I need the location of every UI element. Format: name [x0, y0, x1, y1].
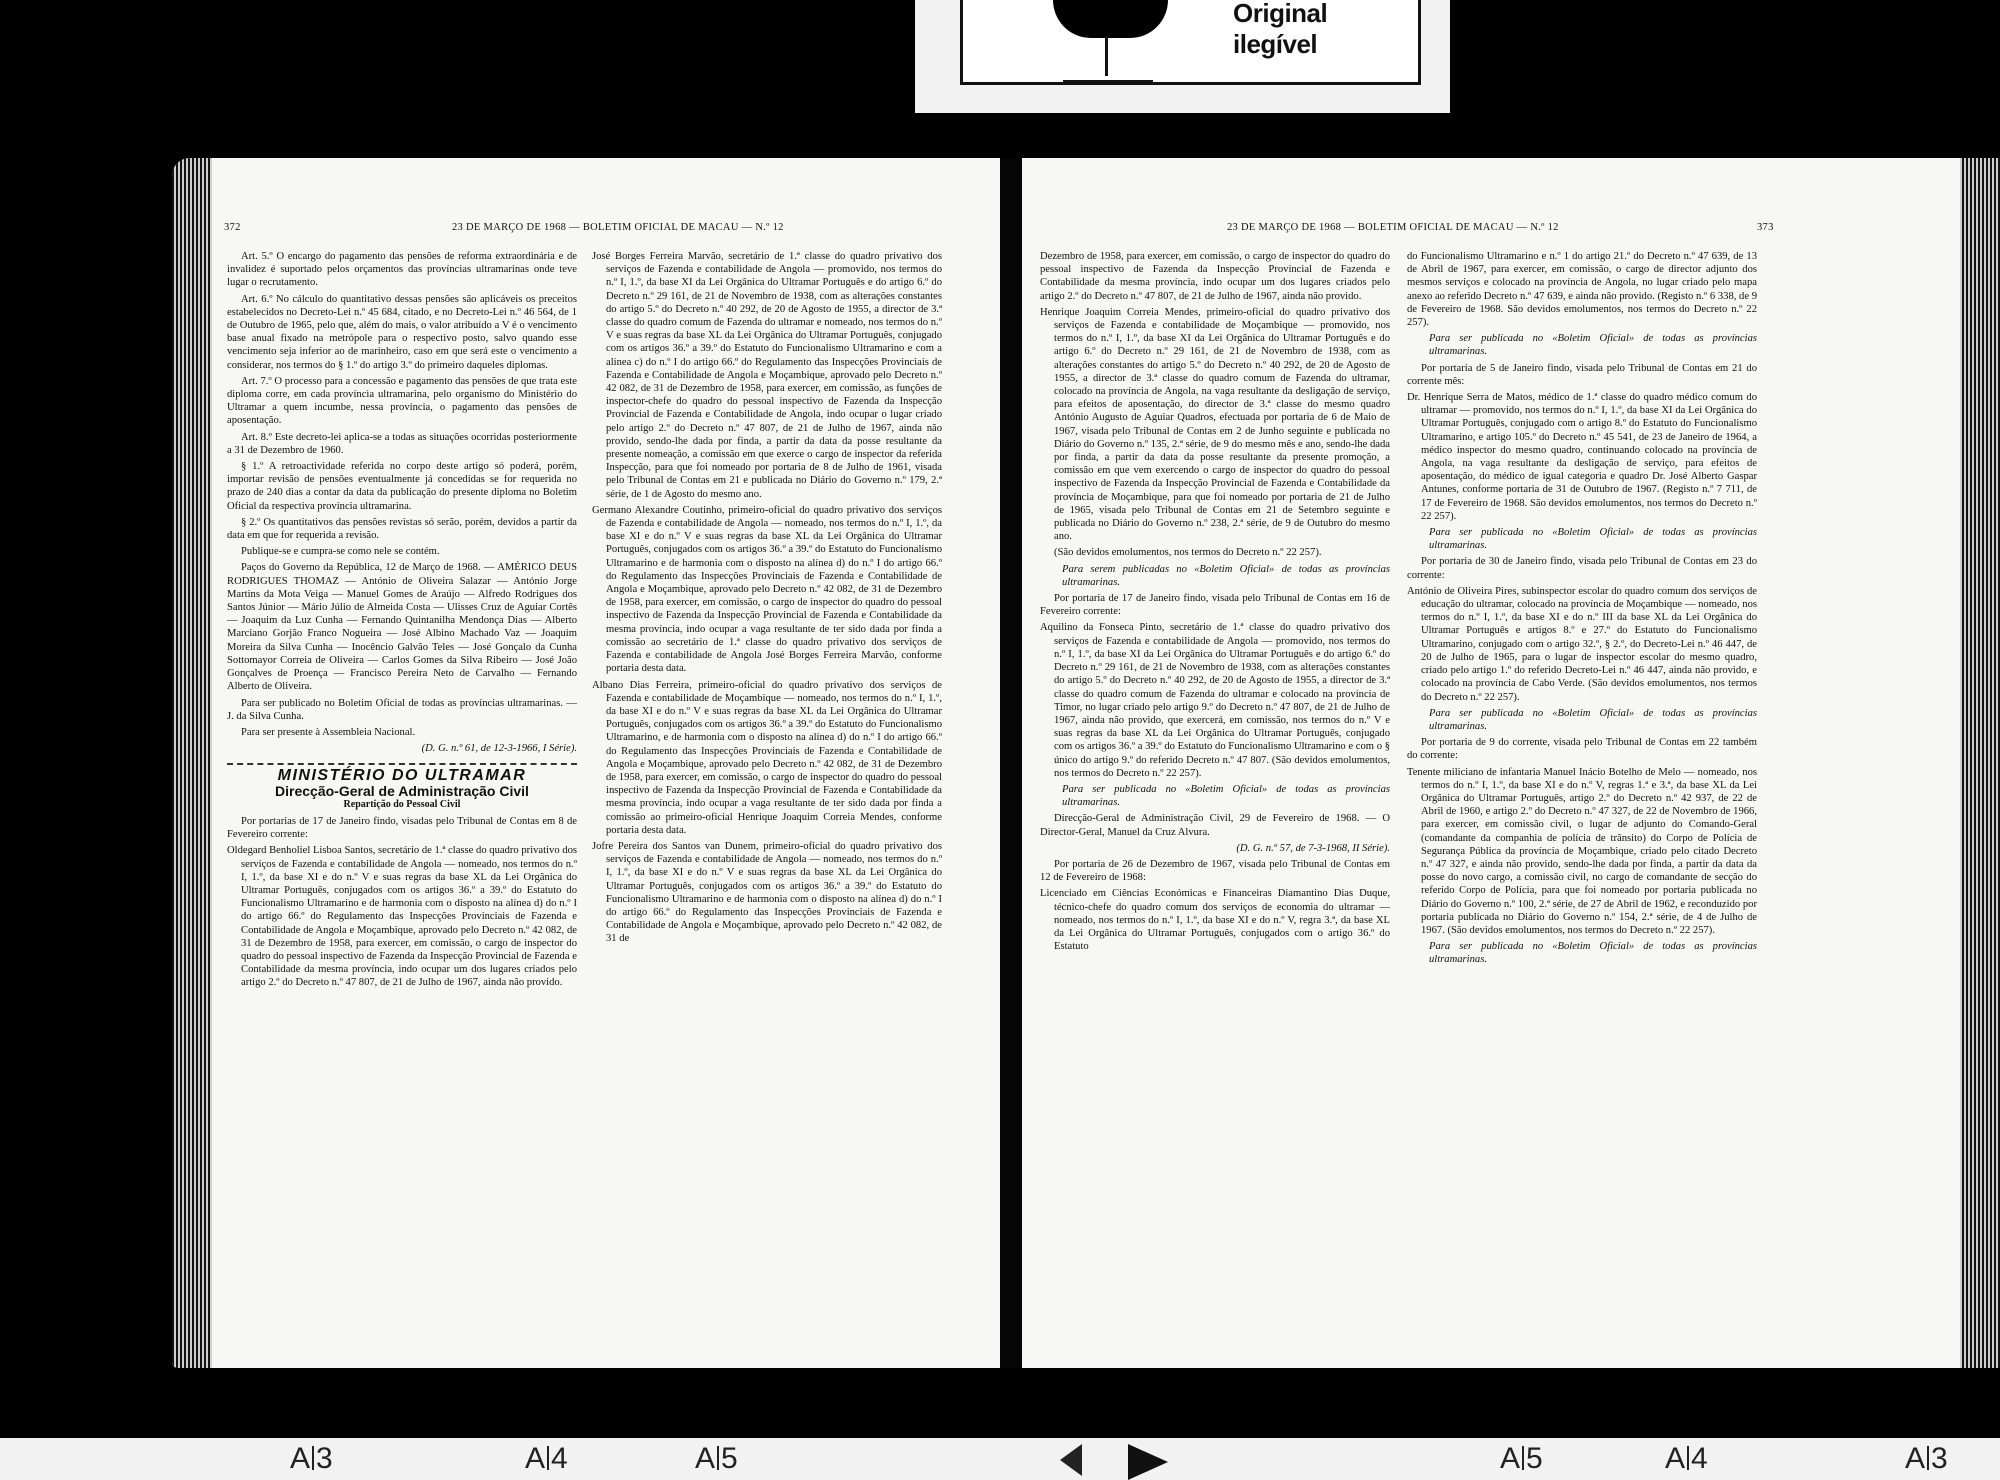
para-ser-presente: Para ser presente à Assembleia Nacional. — [241, 726, 416, 738]
para-ser-publicada: Para ser publicada no «Boletim Oficial» de todas as províncias ultramarinas. — [1062, 783, 1390, 809]
continuation-text: Dezembro de 1958, para exercer, em comissão, o cargo de inspector do quadro do pessoal inspectivo de Fazenda da Inspecção Provincial de Fazenda e Contabilidade da mesma província, indo ocupar um dos lugares criados pelo artigo 2.º do Decreto n.º 47 807, de 21 de Julho de 1967, ainda não provido. — [1040, 251, 1390, 302]
signatories: Paços do Governo da República, 12 de Março de 1968. — AMÉRICO DEUS RODRIGUES THOMAZ — António de Oliveira Salazar — António Jorge Martins da Mota Veiga — Manuel Gomes de Araújo — Alfredo Rodrigues dos Santos Júnior — Mário Júlio de Almeida Costa — Ulisses Cruz de Aguiar Cortês — Joaquim da Luz Cunha — Fernando Quintanilha Mendonça Dias — Alberto Marciano Gorjão Franco Nogueira — José Albino Machado Vaz — Joaquim Moreira da Silva Cunha — Inocêncio Galvão Teles — José Gonçalo da Cunha Sottomayor Correia de Oliveira — Carlos Gomes da Silva Ribeiro — José João Gonçalves de Proença — Francisco Pereira Neto de Carvalho — Fernando Alberto de Oliveira. — [227, 562, 577, 693]
ministry-heading: MINISTÉRIO DO ULTRAMAR — [277, 767, 527, 785]
left-column-2 — [592, 250, 942, 949]
left-page-edge — [172, 158, 212, 1368]
right-page-number: 373 — [1757, 222, 1774, 233]
right-page-edge — [1960, 158, 2000, 1368]
right-column-1 — [1040, 250, 1390, 956]
book-gutter — [1000, 158, 1024, 1368]
art-5: Art. 5.º O encargo do pagamento das pensões de reforma extraordinária e de invalidez é suportado pelos orçamentos das províncias ultramarinas onde teve lugar o recrutamento. — [227, 251, 577, 289]
dg-reference-right: (D. G. n.º 57, de 7-3-1968, II Série). — [1236, 842, 1390, 854]
right-page — [1022, 158, 2000, 1368]
art-7: Art. 7.º O processo para a concessão e pagamento das pensões de que trata este diploma corre, em cada província ultramarina, pelo organismo do Ministério do Ultramar a quem incumbe, nessa província, o pagamento das pensões de aposentação. — [227, 375, 577, 427]
albano-entry: Albano Dias Ferreira, primeiro-oficial do quadro privativo dos serviços de Fazenda e contabilidade de Moçambique — nomeado, nos termos do n.º I, 1.º, da base XI e do n.º V e suas regras da base XL da Lei Orgânica do Ultramar Português, conjugados com os artigos 36.º a 39.º do Estatuto do Funcionalismo Ultramarino, e de harmonia com o disposto na alínea d) do n.º I do artigo 66.º do Regulamento das Inspecções Provinciais de Fazenda e Contabilidade de Angola e Moçambique, aprovado pelo Decreto n.º 42 082, de 31 de Dezembro de 1958, para exercer, em comissão, o cargo de inspector do quadro do pessoal inspectivo de Fazenda da Inspecção Provincial de Fazenda e Contabilidade da mesma província, indo ocupar a vaga resultante de ter sido dada por finda a comissão ao primeiro-oficial Henrique Joaquim Correia Mendes, conforme portaria desta data. — [592, 679, 942, 836]
right-arrow-icon — [1128, 1444, 1168, 1480]
left-page-number: 372 — [224, 222, 241, 233]
henrique-entry: Henrique Joaquim Correia Mendes, primeiro-oficial do quadro privativo dos serviços de Fazenda e contabilidade de Moçambique — promovido, nos termos do n.º I, 1.º, da base XI da Lei Orgânica do Ultramar Português e do artigo 6.º do Decreto n.º 29 161, de 21 de Novembro de 1938, com as alterações constantes do artigo 5.º do Decreto n.º 40 292, de 20 de Agosto de 1955, a director de 3.ª classe do quadro comum de Fazenda do ultramar, colocado na província de Angola, na vaga resultante da desligação de serviço, para efeitos de aposentação, do director de 3.ª classe do mesmo quadro António Augusto de Aguiar Quadros, efectuada por portaria de 6 de Maio de 1967, visada pelo Tribunal de Contas em 2 de Junho seguinte e publicada no Diário do Governo n.º 135, 2.ª série, de 9 do mesmo mês e ano, sendo-lhe dada por finda, a partir da data da posse resultante da presente promoção, a comissão em que vem exercendo o cargo de inspector do quadro do pessoal inspectivo de Fazenda da Inspecção Provincial de Fazenda e Contabilidade da província de Moçambique, para que foi nomeado por portaria de 21 de Julho de 1965, visada pelo Tribunal de Contas em 21 de Setembro seguinte e publicada no Diário do Governo n.º 238, 2.ª série, de 9 de Outubro do mesmo ano. — [1040, 306, 1390, 543]
para-ser-publicada-1: Para ser publicada no «Boletim Oficial» de todas as províncias ultramarinas. — [1429, 333, 1757, 358]
open-bulletin — [172, 158, 2000, 1368]
sao-devidos: (São devidos emolumentos, nos termos do Decreto n.º 22 257). — [1054, 547, 1322, 559]
right-page-header: 23 DE MARÇO DE 1968 — BOLETIM OFICIAL DE MACAU — N.º 12 — [1227, 222, 1559, 233]
dg-reference: (D. G. n.º 61, de 12-3-1966, I Série). — [421, 743, 577, 755]
original-ilegivel-label: Original ilegível — [1233, 0, 1328, 59]
tenente-entry: Tenente miliciano de infantaria Manuel Inácio Botelho de Melo — nomeado, nos termos do n.º I, 1.º, da base XI e do n.º V, regras 1.ª e 3.ª, da base XL da Lei Orgânica do Ultramar Português, artigo 2.º do Decreto n.º 42 937, de 22 de Abril de 1960, e artigo 2.º do Decreto n.º 47 327, de 22 de Novembro de 1966, para exercer, em comissão civil, o lugar de adjunto do Comando-Geral (comandante da companhia de polícia de trânsito) do Corpo de Polícia de Segurança Pública da província de Moçambique, criado pelo citado Decreto n.º 47 327, e ainda não provido, sendo-lhe dada por finda, a partir da data da posse do novo cargo, a comissão civil, no cargo de comandante de secção do referido Corpo de Polícia, para que foi nomeado por portaria publicada no Diário do Governo n.º 100, 2.ª série, de 27 de Abril de 1962, e reconduzido por portaria publicada no Diário do Governo n.º 154, 2.ª série, de 4 de Julho de 1967. (São devidos emolumentos, nos termos do Decreto n.º 22 257). — [1407, 766, 1757, 936]
germano-entry: Germano Alexandre Coutinho, primeiro-oficial do quadro privativo dos serviços de Fazenda e contabilidade de Angola — nomeado, nos termos do n.º I, 1.º, da base XI e do n.º V e suas regras da base XL da Lei Orgânica do Ultramar Português, conjugados com os artigos 36.º a 39.º do Estatuto do Funcionalismo Ultramarino e de harmonia com o disposto na alínea d) do n.º I do artigo 66.º do Regulamento das Inspecções Provinciais de Fazenda e Contabilidade de Angola e Moçambique, aprovado pelo Decreto n.º 42 082, de 31 de Dezembro de 1958, para exercer, em comissão, o cargo de inspector do quadro do pessoal inspectivo de Fazenda da Inspecção Provincial de Fazenda e Contabilidade da mesma província, indo ocupar a vaga resultante de ter sido dada por finda a comissão ao secretário de 1.ª classe do quadro privativo dos serviços de Fazenda e contabilidade de Angola José Borges Ferreira Marvão, conforme portaria desta data. — [592, 504, 942, 675]
publique-line: Publique-se e cumpra-se como nele se contém. — [241, 546, 440, 558]
reparticao-heading: Repartição do Pessoal Civil — [343, 798, 461, 810]
left-page — [172, 158, 1002, 1368]
portarias-intro: Por portarias de 17 de Janeiro findo, visadas pelo Tribunal de Contas em 8 de Fevereiro corrente: — [227, 815, 577, 841]
direccao-signature: Direcção-Geral de Administração Civil, 29 de Fevereiro de 1968. — O Director-Geral, Manuel da Cruz Alvura. — [1040, 813, 1390, 838]
jofre-entry: Jofre Pereira dos Santos van Dunem, primeiro-oficial do quadro privativo dos serviços de Fazenda e contabilidade de Angola — nomeado, nos termos do n.º I, 1.º, da base XI e do n.º V e suas regras da base XL da Lei Orgânica do Ultramar Português, conjugados com os artigos 36.º a 39.º do Estatuto do Funcionalismo Ultramarino e de harmonia com o disposto na alínea d) do n.º I do artigo 66.º do Regulamento das Inspecções Provinciais de Fazenda e Contabilidade de Angola e Moçambique, aprovado pelo Decreto n.º 42 082, de 31 de — [592, 840, 942, 945]
portaria-30-intro: Por portaria de 30 de Janeiro findo, visada pelo Tribunal de Contas em 23 do corrente: — [1407, 556, 1757, 581]
microfilm-target-card — [915, 0, 1450, 113]
art-8: Art. 8.º Este decreto-lei aplica-se a todas as situações ocorridas posteriormente a 31 de Dezembro de 1960. — [227, 431, 577, 456]
left-column-1 — [227, 250, 577, 993]
target-frame — [960, 0, 1421, 85]
licenciado-entry: Licenciado em Ciências Económicas e Financeiras Diamantino Dias Duque, técnico-chefe do quadro comum dos serviços de economia do ultramar — nomeado, nos termos do n.º I, 1.º, da base XI e do n.º V, regra 3.ª, da base XL da Lei Orgânica do Ultramar Português, conjugados com o artigo 36.º do Estatuto — [1040, 888, 1390, 953]
portaria-5-intro: Por portaria de 5 de Janeiro findo, visada pelo Tribunal de Contas em 21 do corrente mês: — [1407, 362, 1757, 387]
jose-borges-entry: José Borges Ferreira Marvão, secretário de 1.ª classe do quadro privativo dos serviços de Fazenda e contabilidade de Angola — promovido, nos termos do n.º I, 1.º, da base XI da Lei Orgânica do Ultramar Português e do artigo 6.º do Decreto n.º 29 161, de 21 de Novembro de 1938, com as alterações constantes do artigo 5.º do Decreto n.º 40 292, de 20 de Agosto de 1955, a director de 3.ª classe do quadro comum de Fazenda do ultramar e nomeado, nos termos do n.º V e suas regras da base XL da Lei Orgânica do Ultramar Português, conjugado com os artigos 36.º a 39.º do Estatuto do Funcionalismo Ultramarino e com a alínea c) do n.º I do artigo 66.º do Regulamento das Inspecções Provinciais de Fazenda e Contabilidade de Angola e Moçambique, aprovado pelo Decreto n.º 42 082, de 31 de Dezembro de 1958, para exercer, em comissão, as funções de inspector-chefe do quadro do pessoal inspectivo de Fazenda da Inspecção Provincial de Fazenda e Contabilidade de Angola, indo ocupar o lugar criado pelo artigo 2.º do Decreto n.º 47 807, de 21 de Julho de 1967, ainda não provido, sendo-lhe dada por finda, a partir da data da posse resultante da presente nomeação, a comissão em que exerce o cargo de inspector da referida Inspecção, para que foi nomeado por portaria de 8 de Julho de 1961, visada pelo Tribunal de Contas em 21 e publicada no Diário do Governo n.º 179, 2.ª série, de 1 de Agosto do mesmo ano. — [592, 251, 942, 500]
right-column-2 — [1407, 250, 1757, 970]
direccao-heading: Direcção-Geral de Administração Civil — [275, 782, 529, 799]
paragraph-2: § 2.º Os quantitativos das pensões revistas só serão, porém, devidos a partir da data em que for requerida a revisão. — [227, 516, 577, 542]
resolution-mark-a4-right: A 4 — [1665, 1442, 1708, 1475]
left-arrow-icon — [1060, 1444, 1082, 1476]
resolution-mark-a5-left: A 5 — [695, 1442, 738, 1475]
paragraph-1: § 1.º A retroactividade referida no corpo deste artigo só poderá, porém, importar revisão de pensões eventualmente já concedidas se for requerida no prazo de 240 dias a contar da data da publicação do presente diploma no Boletim Oficial da respectiva província ultramarina. — [227, 461, 577, 512]
portaria-9-intro: Por portaria de 9 do corrente, visada pelo Tribunal de Contas em 22 também do corrente: — [1407, 737, 1757, 762]
resolution-mark-a5-right: A 5 — [1500, 1442, 1543, 1475]
para-ser-publicada-3: Para ser publicada no «Boletim Oficial» de todas as províncias ultramarinas. — [1429, 707, 1757, 732]
aquilino-entry: Aquilino da Fonseca Pinto, secretário de 1.ª classe do quadro privativo dos serviços de Fazenda e contabilidade de Angola — promovido, nos termos do n.º I, 1.º, da base XI da Lei Orgânica do Ultramar Português e do artigo 6.º do Decreto n.º 29 161, de 21 de Novembro de 1938, com as alterações constantes do artigo 5.º do Decreto n.º 40 292, de 20 de Agosto de 1955, a director de 3.ª classe do quadro comum de Fazenda do ultramar e colocado na província de Timor, no lugar criado pelo artigo 9.º do Decreto n.º 47 807, de 21 de Julho de 1967, ainda não provido, que exercerá, em comissão, nos termos do n.º V e suas regras da base XL da Lei Orgânica do Ultramar Português, conjugado com os artigos 36.º a 39.º do Estatuto do Funcionalismo Ultramarino e com o § único do artigo 9.º do referido Decreto n.º 47 807. (São devidos emolumentos, nos termos do Decreto n.º 22 257). — [1040, 622, 1390, 779]
left-page-header: 23 DE MARÇO DE 1968 — BOLETIM OFICIAL DE MACAU — N.º 12 — [452, 222, 784, 233]
art-6: Art. 6.º No cálculo do quantitativo dessas pensões são aplicáveis os preceitos estabelecidos no Decreto-Lei n.º 45 684, citado, e no Decreto-Lei n.º 46 564, de 1 de Outubro de 1965, pelo que, além do mais, o valor atribuído a V é o vencimento base anual fixado na metrópole para o respectivo posto, salvo quando esse vencimento seja inferior ao de marinheiro, caso em que será este o vencimento a considerar, nos termos do § 1.º do artigo 3.º do primeiro daqueles diplomas. — [227, 293, 577, 371]
continuation-text-2: do Funcionalismo Ultramarino e n.º 1 do artigo 21.º do Decreto n.º 47 639, de 13 de Abril de 1967, para exercer, em comissão, o cargo de director adjunto dos mesmos serviços e colocado na província de Angola, no lugar criado pelo mapa anexo ao referido Decreto n.º 47 639, e ainda não provido. (Registo n.º 6 338, de 9 de Fevereiro de 1968. São devidos emolumentos, nos termos do Decreto n.º 22 257). — [1407, 251, 1757, 329]
para-ser-publicada-2: Para ser publicada no «Boletim Oficial» de todas as províncias ultramarinas. — [1429, 527, 1757, 552]
para-ser-publicado: Para ser publicado no Boletim Oficial de todas as províncias ultramarinas. — J. da Silva Cunha. — [227, 697, 577, 722]
henrique-serra-entry: Dr. Henrique Serra de Matos, médico de 1.ª classe do quadro médico comum do ultramar — promovido, nos termos do n.º I, 1.º, da base XI da Lei Orgânica do Ultramar Português, conjugado com o artigo 8.º do Estatuto do Funcionalismo Ultramarino, e artigo 105.º do Decreto n.º 45 541, de 23 de Janeiro de 1964, a médico inspector do mesmo quadro, continuando colocado na província de Angola, na vaga resultante da desligação de serviço, para efeitos de aposentação, do médico de igual categoria e quadro Dr. José Alberto Gaspar Antunes, conforme portaria de 31 de Outubro de 1967. (Registo n.º 7 711, de 17 de Fevereiro de 1968. São devidos emolumentos, nos termos do Decreto n.º 22 257). — [1407, 392, 1757, 522]
resolution-mark-a4-left: A 4 — [525, 1442, 568, 1475]
resolution-mark-a3-left: A 3 — [290, 1442, 333, 1475]
target-blot-icon — [1053, 0, 1168, 38]
microfilm-strip — [0, 1438, 2000, 1480]
section-divider — [227, 763, 577, 765]
para-ser-publicada-4: Para ser publicada no «Boletim Oficial» de todas as províncias ultramarinas. — [1429, 941, 1757, 966]
antonio-entry: António de Oliveira Pires, subinspector escolar do quadro comum dos serviços de educação do ultramar, colocado na província de Moçambique — nomeado, nos termos do n.º I, 1.º, da base XI e do n.º III da base XL da Lei Orgânica do Ultramar Português e artigos 8.º e 27.º do Estatuto do Funcionalismo Ultramarino, conjugado com o artigo 32.º, § 2.º, do Decreto-Lei n.º 46 447, de 20 de Julho de 1965, para o lugar de inspector escolar do mesmo quadro, criado pelo artigo 1.º do referido Decreto-Lei n.º 46 447, ainda não provido, e colocado na província de Cabo Verde. (São devidos emolumentos, nos termos do Decreto n.º 22 257). — [1407, 585, 1757, 703]
resolution-mark-a3-right: A 3 — [1905, 1442, 1948, 1475]
para-serem-publicadas: Para serem publicadas no «Boletim Oficial» de todas as províncias ultramarinas. — [1062, 563, 1390, 588]
portaria-17-intro: Por portaria de 17 de Janeiro findo, visada pelo Tribunal de Contas em 16 de Fevereiro corrente: — [1040, 593, 1390, 618]
target-book-icon — [1063, 44, 1153, 83]
oldegard-entry: Oldegard Benholiel Lisboa Santos, secretário de 1.ª classe do quadro privativo dos serviços de Fazenda e contabilidade de Angola — nomeado, nos termos do n.º I, 1.º, da base XI e do n.º V e suas regras da base XL da Lei Orgânica do Ultramar Português, conjugados com os artigos 36.º a 39.º do Estatuto do Funcionalismo Ultramarino e de harmonia com o disposto na alínea d) do n.º I do artigo 66.º do Regulamento das Inspecções Provinciais de Fazenda e Contabilidade de Angola e Moçambique, aprovado pelo Decreto n.º 42 082, de 31 de Dezembro de 1958, para exercer, em comissão, o cargo de inspector do quadro do pessoal inspectivo de Fazenda da Inspecção Provincial de Fazenda e Contabilidade da mesma província, indo ocupar um dos lugares criados pelo artigo 2.º do Decreto n.º 47 807, de 21 de Julho de 1967, ainda não provido. — [227, 845, 577, 989]
portaria-26-intro: Por portaria de 26 de Dezembro de 1967, visada pelo Tribunal de Contas em 12 de Fevereiro de 1968: — [1040, 858, 1390, 884]
